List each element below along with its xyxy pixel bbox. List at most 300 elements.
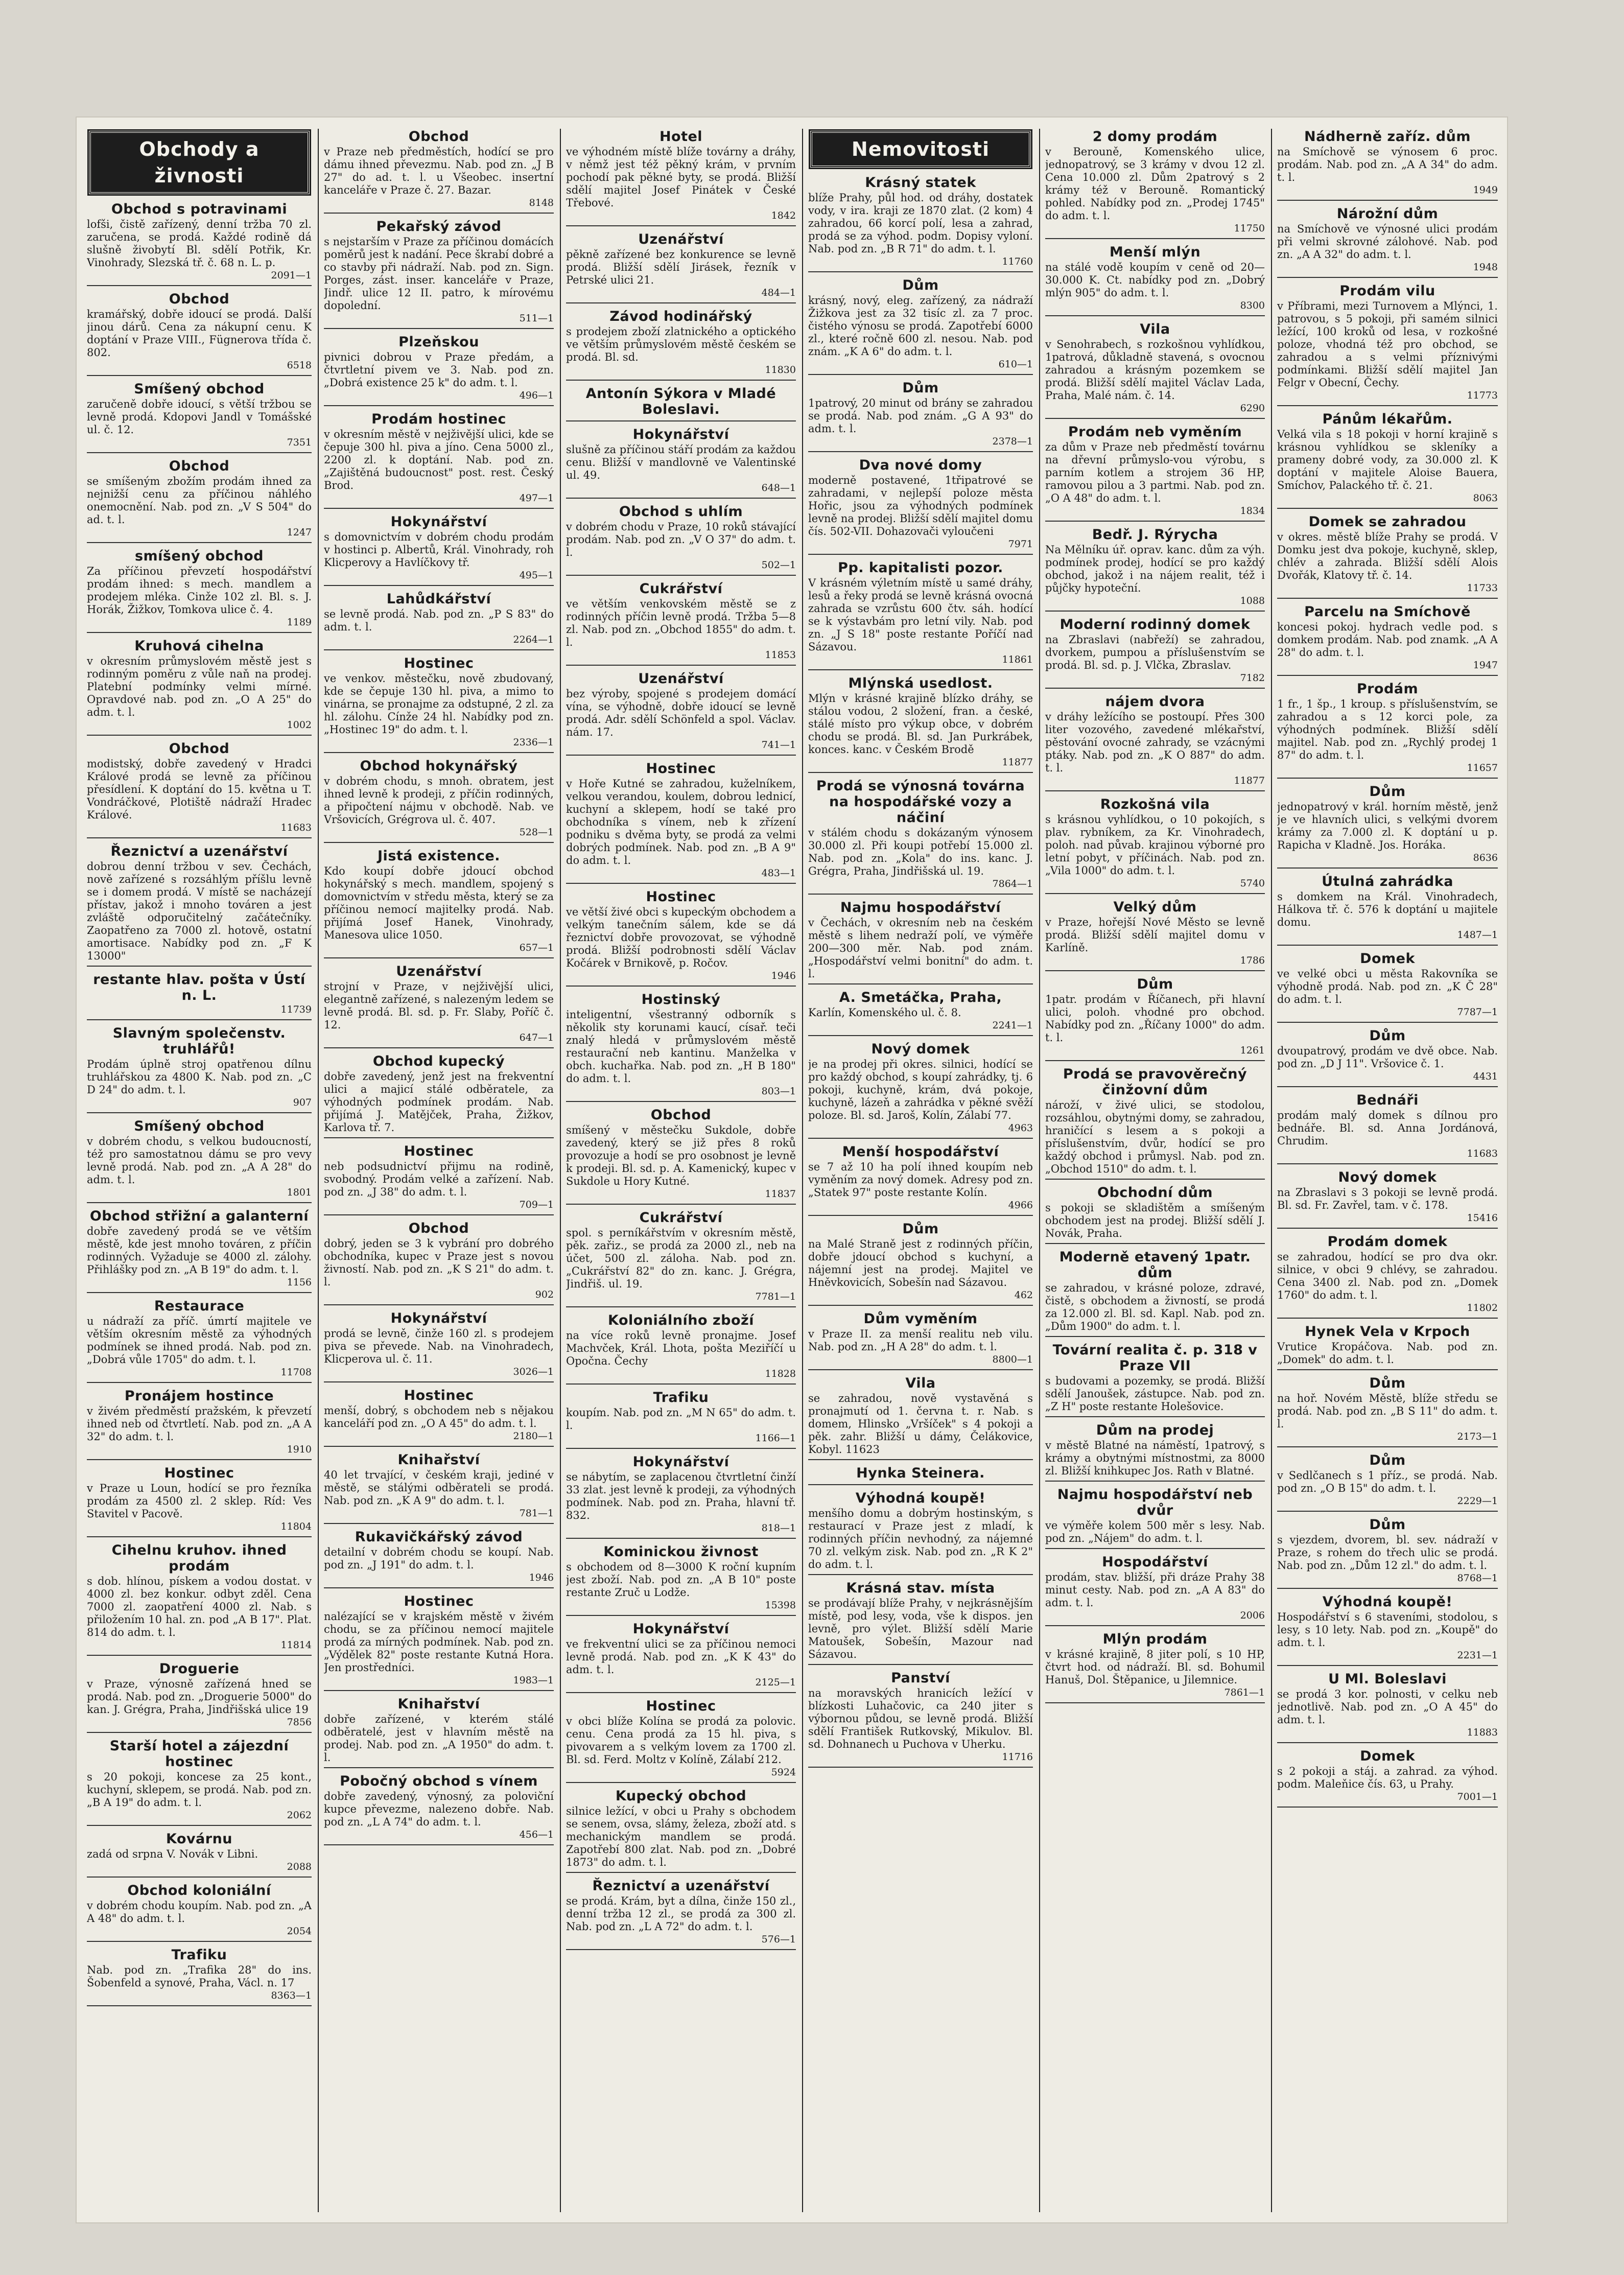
ad-body: prodám malý domek s dílnou pro bednáře. Bl. sd. Anna Jordánová, Chrudim. bbox=[1277, 1109, 1498, 1147]
ad-body: spol. s perníkářstvím v okresním městě, pěk. zařiz., se prodá za 2000 zl., neb na účet, 500 zl. záloha. Nab. pod zn. „Cukrářství 82" do zn. kanc. J. Grégra, Jindřiš. ul. 19. bbox=[566, 1227, 796, 1290]
ad-body: Na Mělníku úř. oprav. kanc. dům za výh. podmínek prodej, hodící se pro každý obchod, jakož i na nájem realit, též i půjčky hypoteční. bbox=[1045, 544, 1265, 594]
classified-ad bbox=[808, 380, 1033, 452]
classified-ad bbox=[87, 1298, 312, 1383]
ad-reference-number: 7971 bbox=[1008, 538, 1033, 550]
classified-ad bbox=[808, 900, 1033, 984]
classified-ad bbox=[1277, 1517, 1498, 1589]
ad-heading: Hostinský bbox=[641, 992, 721, 1007]
ad-body: dobře zavedený prodá se ve větším městě, kde jest mnoho továren, z příčin rodinných. Vyžaduje se 4000 zl. zálohy. Přihlášky pod zn. „A B 19" do adm. t. l. bbox=[87, 1225, 312, 1276]
ad-reference-number: 11773 bbox=[1467, 390, 1498, 401]
ad-heading: Pp. kapitalisti pozor. bbox=[838, 560, 1003, 576]
ad-body: Za příčinou převzetí hospodářství prodám ihned: s mech. mandlem a prodejem mléka. Cinže 102 zl. Bl. s. J. Horák, Žižkov, Tomkova ulice č. 4. bbox=[87, 565, 312, 616]
ad-body: 40 let trvající, v českém kraji, jediné v městě, se stálými odběrateli se prodá. Nab. pod zn. „K A 9" do adm. t. l. bbox=[324, 1469, 554, 1507]
ad-heading: Krásná stav. místa bbox=[846, 1580, 995, 1596]
ad-reference-number: 462 bbox=[1014, 1289, 1033, 1301]
classified-ad bbox=[324, 411, 554, 509]
classified-ad bbox=[566, 1544, 796, 1616]
ad-body: s budovami a pozemky, se prodá. Bližší sdělí Janoušek, zástupce. Nab. pod zn. „Z H" poste restante Holešovice. bbox=[1045, 1375, 1265, 1413]
ad-reference-number: 6518 bbox=[287, 360, 312, 371]
classified-ad bbox=[324, 129, 554, 214]
ad-body: modistský, dobře zavedený v Hradci Králové prodá se levně za příčinou přesídlení. K doptání do 15. května u T. Vondráčkové, Plotiště nádraží Hradec Králové. bbox=[87, 758, 312, 821]
column-4 bbox=[808, 129, 1033, 2212]
classified-ad bbox=[1045, 1487, 1265, 1549]
ad-reference-number: 11739 bbox=[280, 1004, 312, 1015]
ad-body: krásný, nový, eleg. zařízený, za nádraží Žižkova jest za 32 tisíc zl. za 7 proc. čistého výnosu se prodá. Zapotřebí 6000 zl., které ročně 600 zl. nesou. Nab. pod znám. „K A 6" do adm. t. l. bbox=[808, 294, 1033, 358]
ad-heading: Prodám bbox=[1356, 681, 1419, 697]
ad-body: smíšený v městečku Sukdole, dobře zavedený, který se již přes 8 roků provozuje a hodí se pro osobnost je levně k prodeji. Bl. sd. p. A. Kamenický, kupec v Sukdole u Hory Kutné. bbox=[566, 1124, 796, 1187]
ad-heading: Dům bbox=[1369, 784, 1406, 800]
ad-heading: Prodá se výnosná továrna na hospodářské vozy a náčiní bbox=[816, 778, 1025, 826]
ad-heading: Nádherně zaříz. dům bbox=[1304, 129, 1471, 145]
ad-heading: Pekařský závod bbox=[376, 219, 502, 234]
ad-heading: nájem dvora bbox=[1105, 694, 1205, 710]
ad-reference-number: 818—1 bbox=[761, 1522, 796, 1534]
ad-heading: Uzenářství bbox=[638, 231, 724, 247]
column-3 bbox=[566, 129, 796, 2212]
classified-ad bbox=[87, 1465, 312, 1537]
ad-reference-number: 741—1 bbox=[761, 739, 796, 750]
column-divider bbox=[1039, 129, 1040, 2212]
ad-heading: Nárožní dům bbox=[1336, 206, 1439, 222]
ad-heading: U Ml. Boleslavi bbox=[1328, 1671, 1447, 1687]
classified-ad bbox=[808, 1490, 1033, 1575]
ad-body: s domkem na Král. Vinohradech, Hálkova tř. č. 576 k doptání u majitele domu. bbox=[1277, 890, 1498, 928]
ad-heading: Pobočný obchod s vínem bbox=[340, 1773, 538, 1789]
ad-heading: Hostinec bbox=[404, 1143, 474, 1159]
ad-body: silnice ležící, v obci u Prahy s obchodem se senem, ovsa, slámy, železa, zboží atd. s mechanickým mandlem se prodá. Zapotřebí 800 zlat. Nab. pod zn. „Dobré 1873" do adm. t. l. bbox=[566, 1805, 796, 1868]
ad-reference-number: 4966 bbox=[1008, 1200, 1033, 1211]
classified-ad bbox=[1277, 1028, 1498, 1087]
ad-heading: Obchod bbox=[408, 129, 469, 145]
ad-heading: Domek bbox=[1360, 1748, 1415, 1764]
ad-reference-number: 647—1 bbox=[519, 1032, 554, 1043]
ad-heading: Dům bbox=[902, 380, 939, 396]
classified-ad bbox=[1045, 1422, 1265, 1482]
ad-reference-number: 648—1 bbox=[761, 482, 796, 494]
classified-ad bbox=[324, 514, 554, 586]
ad-heading: Uzenářství bbox=[638, 671, 724, 687]
ad-heading: Hostinec bbox=[404, 655, 474, 671]
ad-reference-number: 2180—1 bbox=[513, 1430, 554, 1442]
ad-heading: Slavným společenstv. truhlářů! bbox=[112, 1025, 286, 1057]
ad-body: na Zbraslavi s 3 pokoji se levně prodá. Bl. sd. Fr. Zavřel, tam. v č. 178. bbox=[1277, 1186, 1498, 1211]
ad-reference-number: 2241—1 bbox=[992, 1020, 1033, 1031]
ad-body: prodám, stav. bližší, při dráze Prahy 38 minut cesty. Nab. pod zn. „A A 83" do adm. t. l. bbox=[1045, 1571, 1265, 1609]
ad-reference-number: 576—1 bbox=[761, 1934, 796, 1945]
ad-heading: Útulná zahrádka bbox=[1322, 874, 1453, 889]
classified-ad bbox=[1045, 527, 1265, 612]
classified-ad bbox=[1045, 1554, 1265, 1626]
ad-heading: Hostinec bbox=[646, 761, 716, 777]
ad-heading: Dva nové domy bbox=[859, 457, 982, 473]
ad-body: v Praze, výnosně zařízená hned se prodá. Nab. pod zn. „Droguerie 5000" do kan. J. Grégra, Praha, Jindřišská ulice 19 bbox=[87, 1678, 312, 1716]
ad-body: v okres. městě blíže Prahy se prodá. V Domku jest dva pokoje, kuchyně, sklep, chlév a zahrada. Bližší sdělí Alois Dvořák, Klatovy tř. č. 14. bbox=[1277, 531, 1498, 581]
classified-ad bbox=[1045, 129, 1265, 239]
classified-ad bbox=[566, 1210, 796, 1307]
classified-ad bbox=[808, 1041, 1033, 1139]
ad-reference-number: 1910 bbox=[287, 1444, 312, 1455]
classified-ad bbox=[87, 1542, 312, 1656]
classified-ad bbox=[566, 1390, 796, 1449]
ad-heading: Hokynářství bbox=[632, 1454, 729, 1470]
ad-body: se 7 až 10 ha polí ihned koupím neb vyměním za nový domek. Adresy pod zn. „Statek 97" poste restante Kolín. bbox=[808, 1161, 1033, 1199]
ad-body: na Zbraslavi (nabřeží) se zahradou, dvorkem, pumpou a příslušenstvím se prodá. Bl. sd. p. J. Vlčka, Zbraslav. bbox=[1045, 634, 1265, 671]
ad-heading: Smíšený obchod bbox=[134, 1118, 265, 1134]
ad-body: s dob. hlínou, pískem a vodou dostat. v 4000 zl. bez konkur. odbyt zděl. Cena 7000 zl. zaopatření 4000 zl. Nab. s přiložením 10 hal. zn. pod „A B 17". Plat. 814 do adm. t. l. bbox=[87, 1575, 312, 1638]
ad-heading: Najmu hospodářství bbox=[840, 900, 1001, 916]
ad-body: ve větší živé obci s kupeckým obchodem a velkým tanečním sálem, kde se dá řeznictví dobře provozovat, se výhodně prodá. Bližší podrobnosti sdělí Václav Kočárek v Brnikově, p. Ročov. bbox=[566, 906, 796, 969]
ad-heading: restante hlav. pošta v Ústí n. L. bbox=[93, 972, 305, 1003]
ad-heading: Rukavičkářský závod bbox=[355, 1529, 523, 1545]
ad-body: se prodá 3 kor. polnosti, v celku neb jednotlivě. Nab. pod zn. „O A 45" do adm. t. l. bbox=[1277, 1688, 1498, 1726]
classified-ad bbox=[87, 291, 312, 376]
column-divider bbox=[802, 129, 803, 2212]
ad-body: dobře zavedený, výnosný, za poloviční kupce převezme, nalezeno dobře. Nab. pod zn. „L A 74" do adm. t. l. bbox=[324, 1790, 554, 1828]
ad-reference-number: 8768—1 bbox=[1457, 1573, 1498, 1584]
classified-ad bbox=[1045, 1631, 1265, 1703]
classified-ad bbox=[1277, 1092, 1498, 1164]
classified-ad bbox=[1045, 1066, 1265, 1180]
classified-ad bbox=[566, 309, 796, 381]
classified-ad bbox=[566, 992, 796, 1102]
ad-reference-number: 1002 bbox=[287, 719, 312, 731]
classified-ad bbox=[808, 1580, 1033, 1665]
ad-reference-number: 2229—1 bbox=[1457, 1495, 1498, 1507]
classified-ad bbox=[324, 1388, 554, 1447]
ad-heading: Plzeňskou bbox=[398, 334, 479, 350]
ad-heading: Dům bbox=[1369, 1452, 1406, 1468]
classified-ad bbox=[566, 1788, 796, 1873]
classified-ad bbox=[87, 1831, 312, 1878]
ad-heading: Vila bbox=[905, 1375, 936, 1391]
classified-ad bbox=[324, 655, 554, 753]
ad-body: inteligentní, všestranný odborník s několik sty korunami kaucí, císař. teči znalý hledá v průmyslovém městě restaurační neb kantinu. Manželka v obch. kuchařka. Nab. pod zn. „H B 180" do adm. t. l. bbox=[566, 1008, 796, 1085]
classified-ad bbox=[1045, 424, 1265, 522]
classified-ad bbox=[1277, 1452, 1498, 1512]
ad-reference-number: 1948 bbox=[1473, 262, 1498, 273]
ad-reference-number: 11760 bbox=[1002, 256, 1033, 267]
ad-body: 1patrový, 20 minut od brány se zahradou se prodá. Nab. pod znám. „G A 93" do adm. t. l. bbox=[808, 397, 1033, 435]
ad-reference-number: 4963 bbox=[1008, 1122, 1033, 1134]
ad-reference-number: 2378—1 bbox=[992, 436, 1033, 447]
classified-ad bbox=[566, 427, 796, 499]
classified-ad bbox=[566, 231, 796, 303]
classified-ad bbox=[1277, 1594, 1498, 1666]
ad-body: jednopatrový v král. horním městě, jenž je ve hlavních ulici, s velkými dvorem krámy za 7.000 zl. K doptání u p. Rapicha v Kladně. Jos. Horáka. bbox=[1277, 801, 1498, 851]
ad-heading: Hostinec bbox=[164, 1465, 234, 1481]
ad-heading: Prodá se pravověrečný činžovní dům bbox=[1063, 1066, 1248, 1098]
ad-body: v okresním městě v nejživější ulici, kde se čepuje 300 hl. piva a jíno. Cena 5000 zl., 2200 zl. k doptání. Nab. pod zn. „Zajištěná budoucnost" post. rest. Český Brod. bbox=[324, 428, 554, 491]
classified-ad bbox=[1045, 617, 1265, 689]
column-divider bbox=[318, 129, 319, 2212]
ad-reference-number: 528—1 bbox=[519, 827, 554, 838]
ad-reference-number: 2125—1 bbox=[755, 1677, 796, 1688]
classified-ad bbox=[324, 1529, 554, 1588]
ad-body: koncesi pokoj. hydrach vedle pod. s domkem prodám. Nab. pod znamk. „A A 28" do adm. t. l. bbox=[1277, 621, 1498, 659]
ad-body: v dobrém chodu, s velkou budoucností, též pro samostatnou dámu se pro vevy levně prodá. Nab. pod zn. „A A 28" do adm. t. l. bbox=[87, 1135, 312, 1186]
ad-reference-number: 1166—1 bbox=[755, 1433, 796, 1444]
ad-reference-number: 2054 bbox=[287, 1926, 312, 1937]
ad-body: se prodá. Krám, byt a dílna, činže 150 zl., denní tržba 12 zl., se prodá za 300 zl. Nab. pod zn. „L A 72" do adm. t. l. bbox=[566, 1895, 796, 1933]
ad-body: s obchodem od 8—3000 K roční kupním jest zboží. Nab. pod zn. „A B 10" poste restante Zruč u Lodže. bbox=[566, 1561, 796, 1599]
ad-heading: Prodám domek bbox=[1327, 1234, 1448, 1250]
ad-heading: Hospodářství bbox=[1102, 1554, 1208, 1570]
ad-reference-number: 484—1 bbox=[761, 287, 796, 298]
ad-body: Mlýn v krásné krajině blízko dráhy, se stálou vodou, 2 složení, fran. a české, stálé místo pro výkup obce, v dobrém chodu se prodá. Bl. sd. Jan Purkrábek, konces. kanc. v Českém Brodě bbox=[808, 692, 1033, 756]
ad-heading: Dům bbox=[1369, 1517, 1406, 1533]
section-title-obchody: Obchody a živnosti bbox=[89, 131, 310, 194]
classified-ad bbox=[87, 1661, 312, 1733]
ad-reference-number: 7864—1 bbox=[992, 878, 1033, 889]
ad-reference-number: 8800—1 bbox=[992, 1354, 1033, 1365]
ad-reference-number: 1487—1 bbox=[1457, 929, 1498, 941]
ad-reference-number: 483—1 bbox=[761, 867, 796, 879]
ad-body: dobrý, jeden se 3 k vybrání pro dobrého obchodníka, kupec v Praze jest s novou živností. Nab. pod zn. „K S 21" do adm. t. l. bbox=[324, 1237, 554, 1288]
ad-body: kramářský, dobře idoucí se prodá. Další jinou dárů. Cena za nákupní cenu. K doptání v Praze VIII., Fügnerova třída č. 802. bbox=[87, 308, 312, 359]
classified-ad bbox=[324, 1773, 554, 1845]
ad-heading: Koloniálního zboží bbox=[608, 1312, 754, 1328]
ad-heading: Rozkošná vila bbox=[1100, 796, 1210, 812]
ad-reference-number: 11750 bbox=[1234, 223, 1265, 234]
ad-heading: Dům na prodej bbox=[1096, 1422, 1214, 1438]
ad-body: na hoř. Novém Městě, blíže středu se prodá. Nab. pod zn. „B S 11" do adm. t. l. bbox=[1277, 1392, 1498, 1430]
ad-body: Vrutice Kropáčova. Nab. pod zn. „Domek" do adm. t. l. bbox=[1277, 1341, 1498, 1366]
ad-body: menší, dobrý, s obchodem neb s nějakou kanceláří pod zn. „O A 45" do adm. t. l. bbox=[324, 1404, 554, 1429]
ad-body: na stálé vodě koupím v ceně od 20—30.000 K. Ct. nabídky pod zn. „Dobrý mlýn 905" do adm. t. l. bbox=[1045, 261, 1265, 299]
ad-reference-number: 1834 bbox=[1240, 505, 1265, 517]
ad-heading: smíšený obchod bbox=[134, 548, 264, 564]
ad-body: ve venkov. městečku, nově zbudovaný, kde se čepuje 130 hl. piva, a mimo to vinárna, se pronajme za odstupné, 2 zl. za hl. zálohu. Cínže 24 hl. Nabídky pod zn. „Hostinec 19" do adm. t. l. bbox=[324, 672, 554, 736]
ad-reference-number: 497—1 bbox=[519, 492, 554, 504]
ad-body: v stálém chodu s dokázaným výnosem 30.000 zl. Při koupi potřebí 15.000 zl. Nab. pod zn. „Kola" do ins. kanc. J. Grégra, Praha, Jindřišská ul. 19. bbox=[808, 827, 1033, 877]
ad-reference-number: 11837 bbox=[765, 1188, 796, 1200]
ad-heading: Hostinec bbox=[646, 1698, 716, 1714]
classified-ad bbox=[87, 1208, 312, 1293]
ad-body: se zahradou, nově vystavěná s pronajmutí od 1. června t. r. Nab. s domem, Hlinsko „Vršíček" s 4 pokoji a pěk. zahr. Bližší u dámy, Čelákovice, Kobyl. 11623 bbox=[808, 1392, 1033, 1456]
ad-reference-number: 11861 bbox=[1002, 654, 1033, 665]
column-6 bbox=[1277, 129, 1498, 2212]
classified-ad bbox=[808, 175, 1033, 272]
ad-body: zaručeně dobře idoucí, s větší tržbou se levně prodá. Kdopovi Jandl v Tomášské ul. č. 12. bbox=[87, 398, 312, 436]
ad-heading: Tovární realita č. p. 318 v Praze VII bbox=[1052, 1342, 1258, 1374]
ad-body: ve větším venkovském městě se z rodinných příčin levně prodá. Tržba 5—8 zl. Nab. pod zn. „Obchod 1855" do adm. t. l. bbox=[566, 598, 796, 648]
ad-body: moderně postavené, 1třipatrové se zahradami, v nejlepší poloze města Hořic, jsou za výhodných podmínek levně na prodej. Bližší sdělí majitel domu čís. 502-VII. Dohazovači vyloučeni bbox=[808, 474, 1033, 537]
ad-heading: Výhodná koupě! bbox=[1322, 1594, 1453, 1610]
classified-ad bbox=[1277, 206, 1498, 278]
ad-reference-number: 781—1 bbox=[519, 1508, 554, 1519]
ad-reference-number: 8636 bbox=[1473, 852, 1498, 863]
ad-reference-number: 7001—1 bbox=[1457, 1791, 1498, 1802]
ad-reference-number: 610—1 bbox=[998, 359, 1033, 370]
ad-body: zadá od srpna V. Novák v Libni. bbox=[87, 1848, 258, 1860]
classified-ad bbox=[87, 381, 312, 453]
classified-ad bbox=[566, 1621, 796, 1693]
ad-reference-number: 1946 bbox=[771, 970, 796, 981]
ad-heading: Menší hospodářství bbox=[842, 1144, 999, 1160]
ad-reference-number: 5740 bbox=[1240, 878, 1265, 889]
classified-ad bbox=[1045, 1249, 1265, 1337]
classified-ad bbox=[87, 972, 312, 1020]
ad-heading: Lahůdkářství bbox=[386, 591, 491, 607]
ad-heading: 2 domy prodám bbox=[1092, 129, 1218, 145]
ad-reference-number: 709—1 bbox=[519, 1199, 554, 1210]
classified-ad bbox=[808, 1144, 1033, 1216]
ad-body: na moravských hranicích ležící v blízkosti Luhačovic, ca 240 jiter s výbornou půdou, se levně prodá. Bližší sdělí František Rutkovský, Mikulov. Bl. sd. Dohnanech u Puchova v Uherku. bbox=[808, 1687, 1033, 1750]
classified-ad bbox=[87, 1738, 312, 1826]
ad-heading: Obchod střižní a galanterní bbox=[89, 1208, 309, 1224]
ad-body: Velká vila s 18 pokoji v horní krajině s krásnou vyhlídkou se skleníky a prameny dobré vody, za 30.000 zl. K doptání v majitele Aloise Bauera, Smíchov, Palackého tř. č. 21. bbox=[1277, 428, 1498, 491]
ad-heading: Cihelnu kruhov. ihned prodám bbox=[111, 1542, 287, 1574]
ad-body: v živém předměstí pražském, k převzetí ihned neb od čtvrtletí. Nab. pod zn. „A A 32" do adm. t. l. bbox=[87, 1405, 312, 1443]
classified-ad bbox=[808, 277, 1033, 375]
classified-ad bbox=[87, 201, 312, 286]
ad-reference-number: 1947 bbox=[1473, 660, 1498, 671]
ad-heading: Prodám vilu bbox=[1339, 283, 1435, 299]
ad-reference-number: 8300 bbox=[1240, 300, 1265, 311]
ad-heading: Jistá existence. bbox=[378, 848, 500, 864]
ad-reference-number: 15416 bbox=[1467, 1212, 1498, 1224]
classified-ad bbox=[1277, 1748, 1498, 1808]
classified-ad bbox=[1277, 1234, 1498, 1319]
ad-heading: Dům bbox=[902, 1221, 939, 1237]
column-divider bbox=[1271, 129, 1272, 2212]
ad-reference-number: 1801 bbox=[287, 1187, 312, 1198]
classified-ad bbox=[1045, 796, 1265, 894]
classified-ad bbox=[1277, 951, 1498, 1023]
classified-ad bbox=[87, 548, 312, 633]
ad-reference-number: 2006 bbox=[1240, 1610, 1265, 1621]
ad-body: je na prodej při okres. silnici, hodící se pro každý obchod, s koupí zahrádky, tj. 6 pokoji, kuchyně, krám, dvá pokoje, kuchyně, lázeň a zahrádka v pěkné svěží poloze. Bl. sd. Jaroš, Kolín, Zálabí 77. bbox=[808, 1058, 1033, 1121]
ad-body: v dráhy ležícího se postoupí. Přes 300 liter vozového, zavedené mlékařství, pěstování ovocné zahrady, se vzácnými ptáky. Nab. pod zn. „K O 887" do adm. t. l. bbox=[1045, 711, 1265, 774]
classified-ad bbox=[87, 638, 312, 736]
classified-ad bbox=[1277, 784, 1498, 869]
ad-heading: Obchod koloniální bbox=[127, 1883, 271, 1898]
ad-reference-number: 7861—1 bbox=[1224, 1687, 1265, 1698]
ad-body: bez výroby, spojené s prodejem domácí vína, se výhodně, dobře idoucí se levně prodá. Adr. sdělí Schönfeld a spol. Václav. nám. 17. bbox=[566, 688, 796, 738]
ad-reference-number: 3026—1 bbox=[513, 1366, 554, 1377]
ad-body: Prodám úplně stroj opatřenou dílnu truhlářskou za 4800 K. Nab. pod zn. „C D 24" do adm. t. l. bbox=[87, 1058, 312, 1096]
ad-body: ve velké obci u města Rakovníka se výhodně prodá. Nab. pod zn. „K Č 28" do adm. t. l. bbox=[1277, 968, 1498, 1005]
ad-reference-number: 2062 bbox=[287, 1810, 312, 1821]
ad-reference-number: 657—1 bbox=[519, 942, 554, 953]
ad-body: detailní v dobrém chodu se koupí. Nab. pod zn. „J 191" do adm. t. l. bbox=[324, 1546, 554, 1571]
ad-body: na více roků levně pronajme. Josef Machvček, Král. Lhota, pošta Meziříčí u Opočna. Čechy bbox=[566, 1329, 796, 1367]
ad-reference-number: 11716 bbox=[1002, 1751, 1033, 1763]
classified-ad bbox=[566, 1312, 796, 1385]
ad-reference-number: 2091—1 bbox=[271, 270, 312, 281]
classified-ad bbox=[324, 219, 554, 329]
ad-heading: Obchod hokynářský bbox=[360, 758, 518, 774]
column-5 bbox=[1045, 129, 1265, 2212]
classified-ad bbox=[1277, 514, 1498, 599]
ad-body: v Sedlčanech s 1 příz., se prodá. Nab. pod zn. „O B 15" do adm. t. l. bbox=[1277, 1469, 1498, 1494]
classified-ad bbox=[1277, 283, 1498, 406]
classified-ad bbox=[808, 1465, 1033, 1485]
classified-ad bbox=[808, 1670, 1033, 1768]
ad-body: v dobrém chodu koupím. Nab. pod zn. „A A 48" do adm. t. l. bbox=[87, 1899, 312, 1925]
ad-heading: Velký dům bbox=[1113, 899, 1197, 915]
classified-ad bbox=[566, 581, 796, 666]
ad-body: na Smíchově se výnosem 6 proc. prodám. Nab. pod zn. „A A 34" do adm. t. l. bbox=[1277, 146, 1498, 183]
ad-heading: Dům bbox=[902, 277, 939, 293]
classified-ad bbox=[566, 129, 796, 226]
ad-reference-number: 1189 bbox=[287, 617, 312, 628]
classified-ad bbox=[1045, 321, 1265, 419]
ad-body: za dům v Praze neb předměstí továrnu na dřevní průmyslo-vou výrobu, s parním kotlem a strojem 36 HP, ramovou pilou a 3 partmi. Nab. pod zn. „O A 48" do adm. t. l. bbox=[1045, 441, 1265, 504]
ad-reference-number: 456—1 bbox=[519, 1829, 554, 1840]
ad-heading: Hokynářství bbox=[632, 427, 729, 442]
ad-heading: Hokynářství bbox=[390, 1310, 487, 1326]
ad-heading: Dům bbox=[1369, 1028, 1406, 1044]
classified-ad bbox=[566, 1454, 796, 1539]
classified-ad bbox=[324, 1452, 554, 1524]
ad-reference-number: 7351 bbox=[287, 437, 312, 448]
ad-heading: Trafiku bbox=[653, 1390, 709, 1405]
classified-ad bbox=[808, 560, 1033, 670]
ad-heading: Vila bbox=[1140, 321, 1170, 337]
ad-reference-number: 1983—1 bbox=[513, 1675, 554, 1686]
column-1 bbox=[87, 129, 312, 2212]
ad-heading: Knihařství bbox=[397, 1696, 480, 1712]
ad-heading: Krásný statek bbox=[865, 175, 976, 191]
newspaper-page bbox=[77, 118, 1507, 2222]
ad-heading: Kruhová cihelna bbox=[134, 638, 264, 654]
ad-body: Nab. pod zn. „Trafika 28" do ins. Šobenfeld a synové, Praha, Václ. n. 17 bbox=[87, 1964, 312, 1989]
ad-reference-number: 5924 bbox=[771, 1767, 796, 1778]
ad-body: blíže Prahy, půl hod. od dráhy, dostatek vody, v ira. kraji ze 1870 zlat. (2 kom) 4 zahradou, 66 korcí polí, lesa a zahrad, prodá se za výhod. podm. Dopisy vyloní. Nab. pod zn. „B R 71" do adm. t. l. bbox=[808, 192, 1033, 255]
classified-ad bbox=[87, 1388, 312, 1460]
ad-reference-number: 1946 bbox=[529, 1572, 554, 1583]
ad-reference-number: 1247 bbox=[287, 527, 312, 538]
ad-heading: Mlýnská usedlost. bbox=[848, 675, 993, 691]
ad-heading: Obchod bbox=[169, 741, 230, 757]
ad-heading: Moderně etavený 1patr. dům bbox=[1059, 1249, 1251, 1281]
ad-reference-number: 902 bbox=[535, 1289, 554, 1300]
ad-heading: Smíšený obchod bbox=[134, 381, 265, 397]
ad-heading: Menší mlýn bbox=[1109, 244, 1201, 260]
ad-reference-number: 11853 bbox=[765, 649, 796, 661]
ad-heading: Obchod bbox=[650, 1107, 712, 1123]
ad-heading: Obchod bbox=[169, 291, 230, 307]
classified-ad bbox=[324, 1696, 554, 1768]
ad-heading: Hostinec bbox=[404, 1388, 474, 1403]
ad-reference-number: 11877 bbox=[1234, 775, 1265, 786]
ad-body: v Praze II. za menší realitu neb vilu. Nab. pod zn. „H A 28" do adm. t. l. bbox=[808, 1328, 1033, 1353]
ad-body: dobrou denní tržbou v sev. Čechách, nově zařízené s rozsáhlým příšlu levně se i domem prodá. V místě se nacházejí přístav, jakož i mnoho továren a jest zvláště odporučitelný začátečníky. Zaopatřeno za 7000 zl. hotově, ostatní amortisace. Nabídky pod zn. „F K 13000" bbox=[87, 860, 312, 962]
ad-heading: Prodám hostinec bbox=[371, 411, 506, 427]
classified-ad bbox=[808, 1221, 1033, 1306]
ad-heading: Hokynářství bbox=[390, 514, 487, 530]
ad-heading: Obchod bbox=[408, 1221, 469, 1236]
ad-heading: Hynka Steinera. bbox=[856, 1465, 985, 1481]
ad-reference-number: 11708 bbox=[280, 1367, 312, 1378]
ad-heading: Parcelu na Smíchově bbox=[1304, 604, 1471, 620]
ad-body: s 20 pokoji, koncese za 25 kont., kuchyní, sklepem, se prodá. Nab. pod zn. „B A 19" do adm. t. l. bbox=[87, 1771, 312, 1809]
classified-ad bbox=[324, 591, 554, 650]
column-2 bbox=[324, 129, 554, 2212]
section-title-nemovitosti: Nemovitosti bbox=[810, 131, 1031, 168]
ad-heading: Hostinec bbox=[646, 889, 716, 905]
ad-heading: Hokynářství bbox=[632, 1621, 729, 1637]
ad-reference-number: 6290 bbox=[1240, 403, 1265, 414]
ad-reference-number: 11830 bbox=[765, 364, 796, 376]
classified-ad bbox=[566, 1878, 796, 1950]
classified-ad bbox=[566, 1698, 796, 1783]
classified-ad bbox=[1277, 1324, 1498, 1370]
classified-ad bbox=[808, 457, 1033, 555]
ad-body: s prodejem zboží zlatnického a optického ve větším průmyslovém městě českém se prodá. Bl. sd. bbox=[566, 325, 796, 363]
ad-body: v Praze neb předměstích, hodící se pro dámu ihned převezmu. Nab. pod zn. „J B 27" do ad. t. l. u Všeobec. insertní kanceláře v Praze č. 27. Bazar. bbox=[324, 146, 554, 196]
